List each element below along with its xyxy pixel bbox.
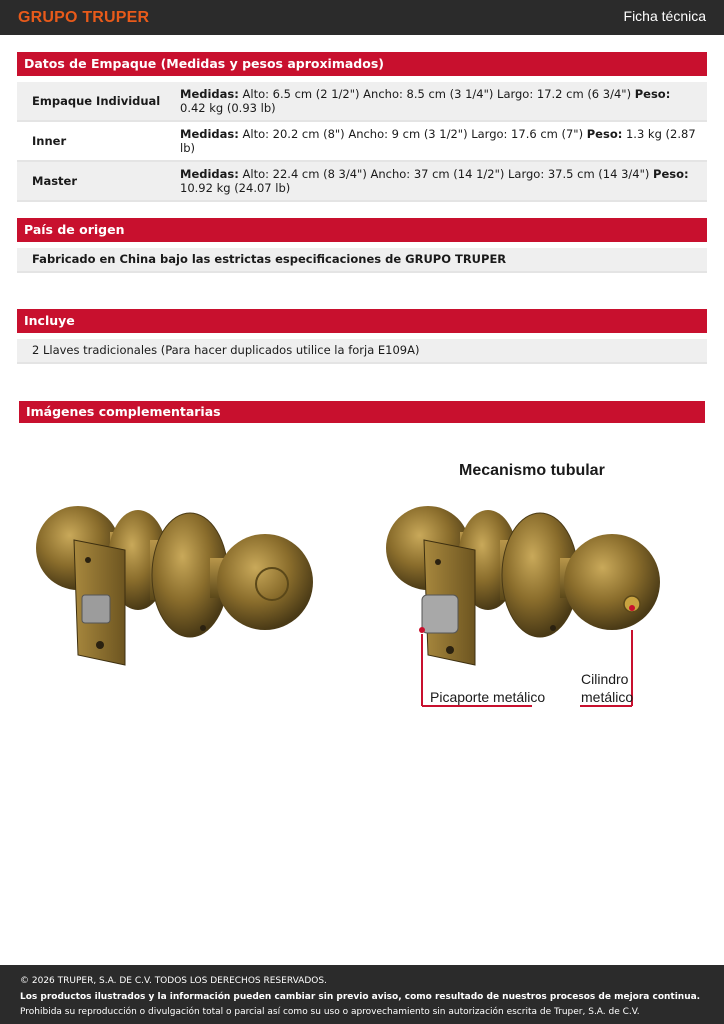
peso-value: 1.3 kg (2.87 lb) <box>180 127 696 155</box>
brand-logo: GRUPO TRUPER <box>18 9 150 26</box>
table-row <box>17 82 707 121</box>
medidas-label: Medidas: <box>180 127 239 141</box>
table-row <box>17 121 707 161</box>
row-value <box>165 82 707 121</box>
top-bar <box>0 0 724 35</box>
origin-section-header: País de origen <box>17 218 707 242</box>
row-label: Master <box>17 161 165 201</box>
origin-text: Fabricado en China bajo las estrictas especificaciones de GRUPO TRUPER <box>17 248 707 273</box>
mechanism-title: Mecanismo tubular <box>459 462 605 479</box>
medidas-label: Medidas: <box>180 87 239 101</box>
table-row <box>17 161 707 201</box>
peso-value: 0.42 kg (0.93 lb) <box>180 101 276 115</box>
packaging-table <box>17 82 707 202</box>
medidas-value: Alto: 20.2 cm (8") Ancho: 9 cm (3 1/2") Largo: 17.6 cm (7") <box>242 127 584 141</box>
footer-notice: Los productos ilustrados y la información pueden cambiar sin previo aviso, como resultado de nuestros procesos de mejora continua. <box>20 991 701 1002</box>
peso-label: Peso: <box>653 167 689 181</box>
peso-label: Peso: <box>586 127 623 141</box>
medidas-label: Medidas: <box>180 167 239 181</box>
row-label: Empaque Individual <box>17 82 165 121</box>
footer <box>0 965 724 1024</box>
footer-copyright: © 2026 TRUPER, S.A. DE C.V. TODOS LOS DERECHOS RESERVADOS. <box>20 976 327 986</box>
images-section-header: Imágenes complementarias <box>19 401 705 423</box>
peso-value: 10.92 kg (24.07 lb) <box>180 181 291 195</box>
document-type: Ficha técnica <box>623 8 706 24</box>
row-value <box>165 161 707 201</box>
medidas-value: Alto: 6.5 cm (2 1/2") Ancho: 8.5 cm (3 1/4") Largo: 17.2 cm (6 3/4") <box>242 87 632 101</box>
row-label: Inner <box>17 121 165 161</box>
row-value <box>165 121 707 161</box>
cylinder-callout-label-line2: metálico <box>581 689 634 705</box>
includes-text: 2 Llaves tradicionales (Para hacer duplicados utilice la forja E109A) <box>17 339 707 364</box>
includes-section-header: Incluye <box>17 309 707 333</box>
cylinder-callout-label-line1: Cilindro <box>581 671 629 687</box>
latch-callout-label: Picaporte metálico <box>430 689 546 705</box>
medidas-value: Alto: 22.4 cm (8 3/4") Ancho: 37 cm (14 1/2") Largo: 37.5 cm (14 3/4") <box>242 167 650 181</box>
packaging-section-header: Datos de Empaque (Medidas y pesos aproximados) <box>17 52 707 76</box>
footer-legal: Prohibida su reproducción o divulgación total o parcial así como su uso o aprovechamiento sin autorización escrita de Truper, S.A. de C.V. <box>20 1007 640 1017</box>
door-knob-lock-image <box>30 500 320 675</box>
peso-label: Peso: <box>634 87 671 101</box>
